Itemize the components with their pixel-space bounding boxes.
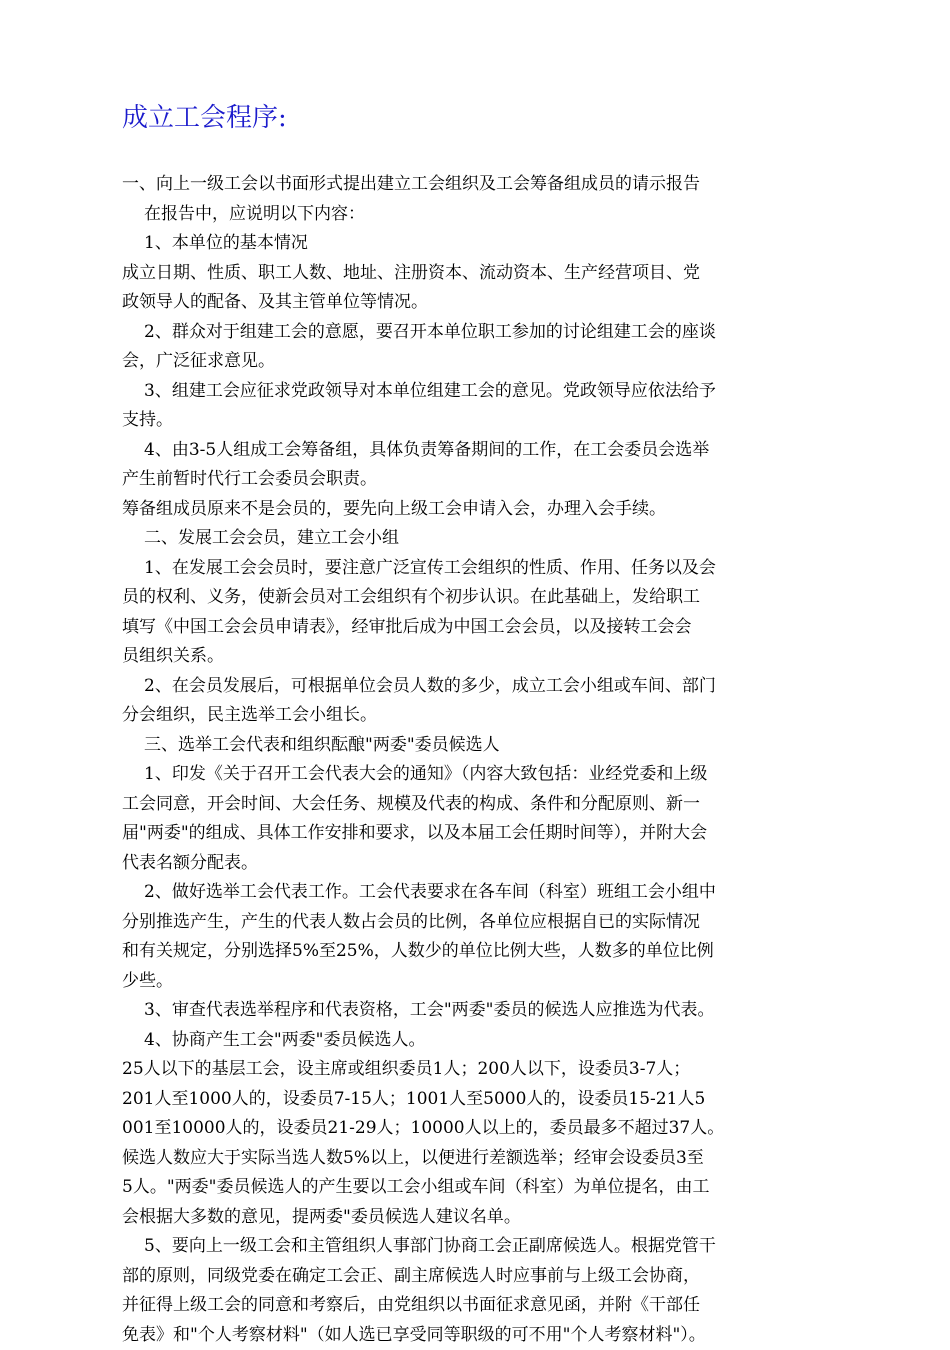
- text-line: 员组织关系。: [122, 642, 842, 672]
- text-line: 三、选举工会代表和组织酝酿"两委"委员候选人: [122, 731, 842, 761]
- text-line: 1、在发展工会会员时，要注意广泛宣传工会组织的性质、作用、任务以及会: [122, 554, 842, 584]
- text-line: 填写《中国工会会员申请表》，经审批后成为中国工会会员，以及接转工会会: [122, 613, 842, 643]
- text-line: 2、在会员发展后，可根据单位会员人数的多少，成立工会小组或车间、部门: [122, 672, 842, 702]
- text-line: 届"两委"的组成、具体工作安排和要求，以及本届工会任期时间等），并附大会: [122, 819, 842, 849]
- text-line: 员的权利、义务，使新会员对工会组织有个初步认识。在此基础上，发给职工: [122, 583, 842, 613]
- text-line: 二、发展工会会员，建立工会小组: [122, 524, 842, 554]
- text-line: 并征得上级工会的同意和考察后，由党组织以书面征求意见函，并附《干部任: [122, 1291, 842, 1321]
- text-line: 25人以下的基层工会，设主席或组织委员1人；200人以下，设委员3-7人；: [122, 1055, 842, 1085]
- text-line: 政领导人的配备、及其主管单位等情况。: [122, 288, 842, 318]
- text-line: 筹备组成员原来不是会员的，要先向上级工会申请入会，办理入会手续。: [122, 495, 842, 525]
- text-line: 5、要向上一级工会和主管组织人事部门协商工会正副席候选人。根据党管干: [122, 1232, 842, 1262]
- text-line: 分会组织，民主选举工会小组长。: [122, 701, 842, 731]
- text-line: 2、群众对于组建工会的意愿，要召开本单位职工参加的讨论组建工会的座谈: [122, 318, 842, 348]
- text-line: 会根据大多数的意见，提两委"委员候选人建议名单。: [122, 1203, 842, 1233]
- text-line: 2、做好选举工会代表工作。工会代表要求在各车间（科室）班组工会小组中: [122, 878, 842, 908]
- text-line: 在报告中，应说明以下内容：: [122, 200, 842, 230]
- text-line: 4、协商产生工会"两委"委员候选人。: [122, 1026, 842, 1056]
- text-line: 一、向上一级工会以书面形式提出建立工会组织及工会筹备组成员的请示报告: [122, 170, 842, 200]
- text-line: 代表名额分配表。: [122, 849, 842, 879]
- text-line: 分别推选产生，产生的代表人数占会员的比例，各单位应根据自已的实际情况: [122, 908, 842, 938]
- text-line: 候选人数应大于实际当选人数5%以上，以便进行差额选举；经审会设委员3至: [122, 1144, 842, 1174]
- text-line: 支持。: [122, 406, 842, 436]
- text-line: 1、印发《关于召开工会代表大会的通知》（内容大致包括：业经党委和上级: [122, 760, 842, 790]
- text-line: 工会同意，开会时间、大会任务、规模及代表的构成、条件和分配原则、新一: [122, 790, 842, 820]
- text-line: 和有关规定，分别选择5%至25%，人数少的单位比例大些，人数多的单位比例: [122, 937, 842, 967]
- text-line: 产生前暂时代行工会委员会职责。: [122, 465, 842, 495]
- text-line: 201人至1000人的，设委员7-15人；1001人至5000人的，设委员15-21人5: [122, 1085, 842, 1115]
- text-line: 成立日期、性质、职工人数、地址、注册资本、流动资本、生产经营项目、党: [122, 259, 842, 289]
- text-line: 4、由3-5人组成工会筹备组，具体负责筹备期间的工作，在工会委员会选举: [122, 436, 842, 466]
- document-body: [122, 170, 842, 1350]
- text-line: 少些。: [122, 967, 842, 997]
- text-line: 部的原则，同级党委在确定工会正、副主席候选人时应事前与上级工会协商，: [122, 1262, 842, 1292]
- text-line: 3、组建工会应征求党政领导对本单位组建工会的意见。党政领导应依法给予: [122, 377, 842, 407]
- text-line: 1、本单位的基本情况: [122, 229, 842, 259]
- document-title: 成立工会程序:: [122, 98, 287, 138]
- text-line: 免表》和"个人考察材料"（如人选已享受同等职级的可不用"个人考察材料"）。: [122, 1321, 842, 1350]
- text-line: 3、审查代表选举程序和代表资格，工会"两委"委员的候选人应推选为代表。: [122, 996, 842, 1026]
- text-line: 001至10000人的，设委员21-29人；10000人以上的，委员最多不超过37人。: [122, 1114, 842, 1144]
- text-line: 5人。"两委"委员候选人的产生要以工会小组或车间（科室）为单位提名，由工: [122, 1173, 842, 1203]
- text-line: 会，广泛征求意见。: [122, 347, 842, 377]
